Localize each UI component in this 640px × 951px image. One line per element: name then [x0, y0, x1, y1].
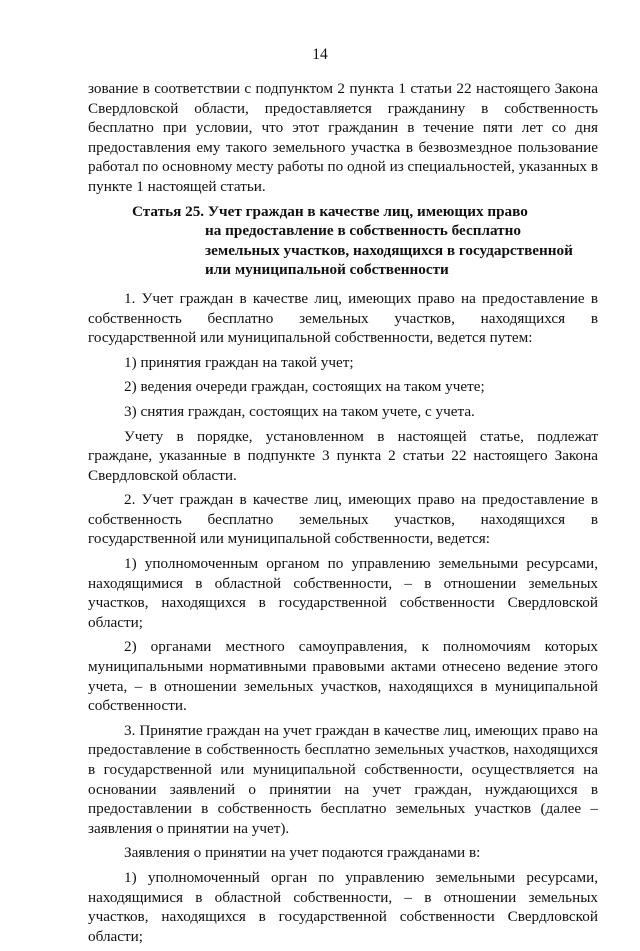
- article-number: Статья 25.: [132, 202, 205, 220]
- paragraph-1: 1. Учет граждан в качестве лиц, имеющих право на предоставление в собственность бесплатно земельных участков, находящихся в государственной или муниципальной собственности, ведется путем:: [88, 289, 598, 347]
- list-item-2: 2) ведения очереди граждан, состоящих на таком учете;: [124, 378, 485, 396]
- paragraph-3: 3. Принятие граждан на учет граждан в качестве лиц, имеющих право на предоставление в собственность бесплатно земельных участков, находящихся в государственной или муниципальной собственности, осуществляется на основании заявлений о принятии на учет граждан, нуждающихся в предоставлении в собственность бесплатно земельных участков (далее – заявления о принятии на учет).: [88, 721, 598, 837]
- article-title-line-2: на предоставление в собственность бесплатно: [205, 222, 521, 240]
- intro-paragraph: зование в соответствии с подпунктом 2 пункта 1 статьи 22 настоящего Закона Свердловской области, предоставляется гражданину в собственность бесплатно при условии, что этот гражданин в течение пяти лет со дня предоставления ему такого земельного участка в безвозмездное пользование работал по основному месту работы по одной из специальностей, указанных в пункте 1 настоящей статьи.: [88, 80, 598, 195]
- list-item-1: 1) принятия граждан на такой учет;: [124, 353, 354, 371]
- article-title-line-1: Учет граждан в качестве лиц, имеющих право: [207, 202, 528, 220]
- list-item-2-2: 2) органами местного самоуправления, к полномочиям которых муниципальными нормативными правовыми актами отнесено ведение этого учета, – в отношении земельных участков, находящихся в муниципальной собственности.: [88, 638, 598, 715]
- paragraph-2: 2. Учет граждан в качестве лиц, имеющих право на предоставление в собственность бесплатно земельных участков, находящихся в государственной или муниципальной собственности, ведется:: [88, 491, 598, 548]
- article-heading: [132, 202, 598, 280]
- article-title-line-4: или муниципальной собственности: [205, 261, 449, 279]
- list-item-3: 3) снятия граждан, состоящих на таком учете, с учета.: [124, 402, 475, 420]
- document-body: [88, 79, 598, 951]
- paragraph-accounting-note: Учету в порядке, установленном в настоящей статье, подлежат граждане, указанные в подпункте 3 пункта 2 статьи 22 настоящего Закона Свердловской области.: [88, 427, 598, 484]
- list-item-2-1: 1) уполномоченным органом по управлению земельными ресурсами, находящимися в областной собственности, – в отношении земельных участков, находящихся в государственной собственности Свердловской области;: [88, 555, 598, 631]
- page-number: 14: [312, 46, 328, 63]
- list-item-3-1: 1) уполномоченный орган по управлению земельными ресурсами, находящимися в областной собственности, – в отношении земельных участков, находящихся в государственной собственности Свердловской области;: [88, 868, 598, 945]
- article-title-line-3: земельных участков, находящихся в государственной: [205, 241, 573, 259]
- paragraph-applications: Заявления о принятии на учет подаются гражданами в:: [124, 844, 481, 862]
